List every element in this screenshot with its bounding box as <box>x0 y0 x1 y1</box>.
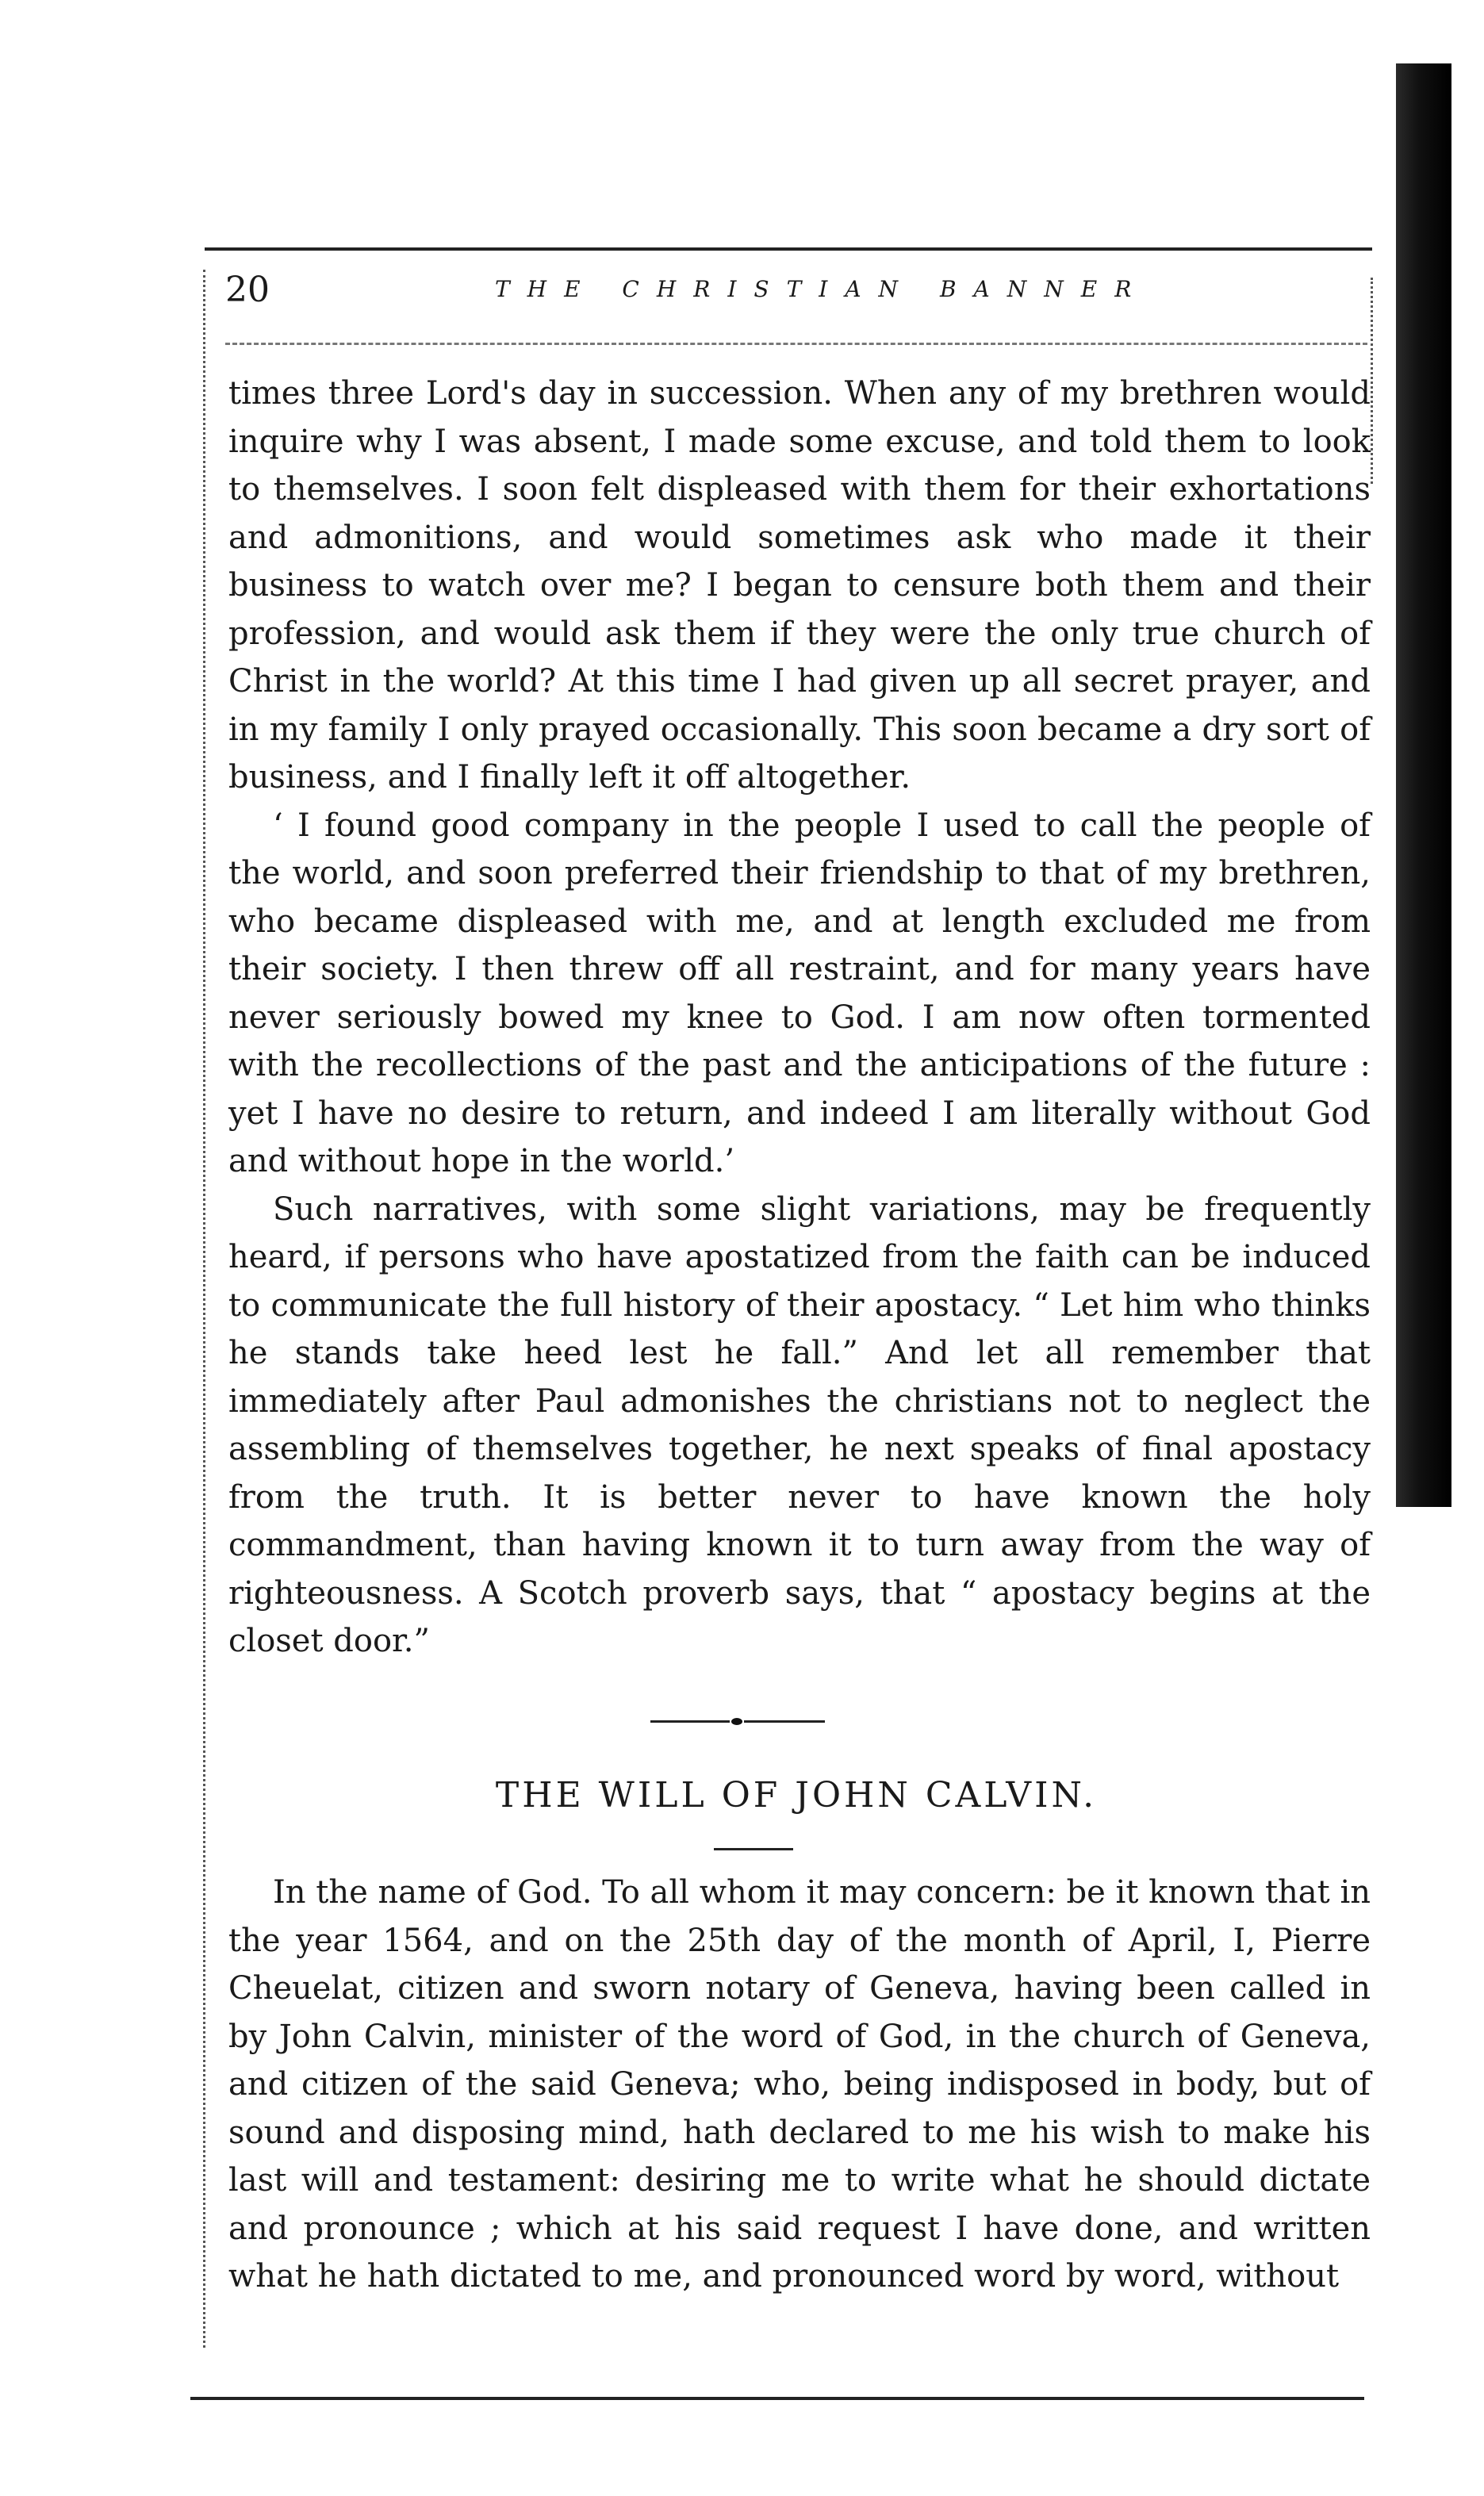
header-rule <box>205 247 1372 251</box>
binding-shadow <box>1396 63 1451 1507</box>
paragraph: times three Lord's day in succession. When any of my brethren would inquire why I was absent, I made some excuse, and told them to look to themselves. I soon felt displeased with them for their exhortations and admonitions, and would sometimes ask who made it their business to watch over me? I began to censure both them and their profession, and would ask them if they were the only true church of Christ in the world? At this time I had given up all secret prayer, and in my family I only prayed occasionally. This soon became a dry sort of business, and I finally left it off altogether. <box>228 375 1371 796</box>
left-margin-bracket <box>203 270 205 2348</box>
right-margin-bracket <box>1371 278 1373 484</box>
section-body <box>228 1869 1371 2301</box>
paragraph: In the name of God. To all whom it may concern: be it known that in the year 1564, and on the 25th day of the month of April, I, Pierre Cheuelat, citizen and sworn notary of Geneva, having been called in by John Calvin, minister of the word of God, in the church of Geneva, and citizen of the said Geneva; who, being indisposed in body, but of sound and disposing mind, hath declared to me his wish to make his last will and testament: desiring me to write what he should dictate and pronounce ; which at his said request I have done, and written what he hath dictated to me, and pronounced word by word, without <box>228 1874 1371 2295</box>
section-title: THE WILL OF JOHN CALVIN. <box>495 1775 1098 1815</box>
section-divider-ornament <box>650 1718 825 1724</box>
footer-rule <box>190 2397 1364 2400</box>
paragraph: ‘ I found good company in the people I used to call the people of the world, and soon preferred their friendship to that of my brethren, who became displeased with me, and at length excluded me from their society. I then threw off all restraint, and for many years have never seriously bowed my knee to God. I am now often tormented with the recollections of the past and the anticipations of the future : yet I have no desire to return, and indeed I am literally without God and without hope in the world.’ <box>228 807 1371 1179</box>
page-number: 20 <box>225 270 270 310</box>
article-body <box>228 370 1371 1666</box>
paragraph: Such narratives, with some slight variations, may be frequently heard, if persons who have apostatized from the faith can be induced to communicate the full history of their apostacy. “ Let him who thinks he stands take heed lest he fall.” And let all remember that immediately after Paul admonishes the christians not to neglect the assembling of themselves together, he next speaks of final apostacy from the truth. It is better never to have known the holy commandment, than having known it to turn away from the way of righteousness. A Scotch proverb says, that “ apostacy begins at the closet door.” <box>228 1190 1371 1659</box>
header-dashed-rule <box>225 343 1367 345</box>
running-title: THE CHRISTIAN BANNER <box>495 276 1149 302</box>
title-underline <box>714 1848 793 1850</box>
page-header <box>225 270 1367 317</box>
